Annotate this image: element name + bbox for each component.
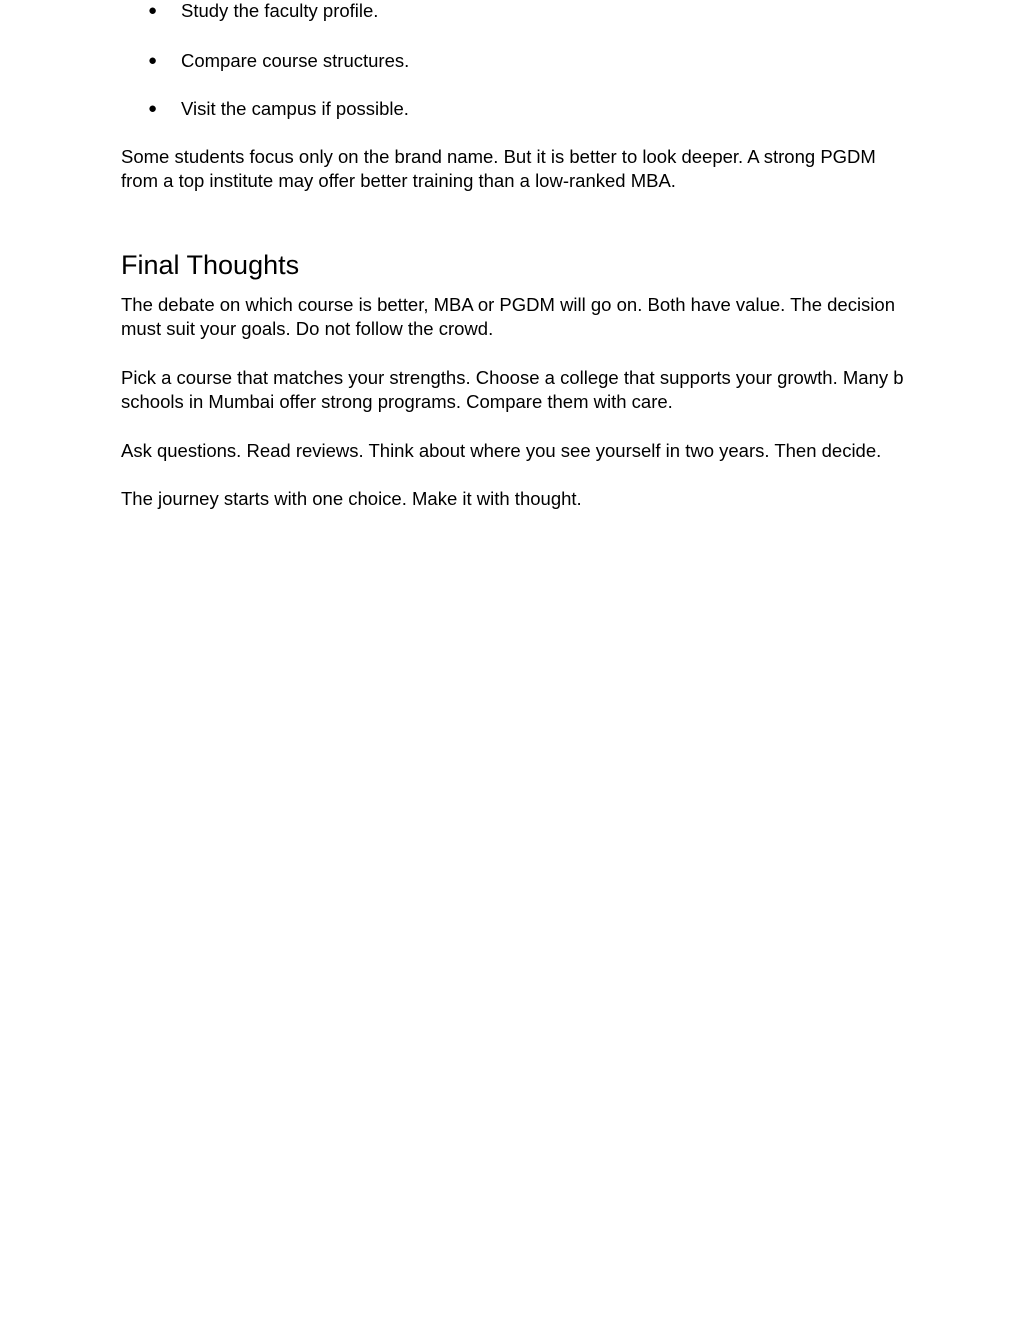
paragraph-line: The debate on which course is better, MBA or PGDM will go on. Both have value. The decision <box>121 294 895 315</box>
paragraph-ask-questions <box>121 439 911 463</box>
list-item-text: Visit the campus if possible. <box>181 98 409 119</box>
bullet-dot-icon: ● <box>148 2 158 19</box>
paragraph-line: schools in Mumbai offer strong programs. Compare them with care. <box>121 391 673 413</box>
paragraph-line: must suit your goals. Do not follow the crowd. <box>121 318 494 340</box>
paragraph-journey <box>121 487 911 511</box>
list-item-text: Compare course structures. <box>181 49 410 71</box>
paragraph-line: The journey starts with one choice. Make it with thought. <box>121 488 582 509</box>
paragraph-line: Ask questions. Read reviews. Think about where you see yourself in two years. Then decide. <box>121 440 882 461</box>
paragraph-pick-course <box>121 366 911 415</box>
bullet-dot-icon: ● <box>148 100 158 117</box>
paragraph-line: from a top institute may offer better training than a low-ranked MBA. <box>121 170 676 192</box>
section-heading: Final Thoughts <box>121 250 300 280</box>
paragraph-line: Some students focus only on the brand name. But it is better to look deeper. A strong PGDM <box>121 146 876 167</box>
bullet-dot-icon: ● <box>148 51 158 69</box>
paragraph-debate <box>121 293 911 342</box>
intro-paragraph <box>121 145 911 194</box>
paragraph-line: Pick a course that matches your strengths. Choose a college that supports your growth. Many b <box>121 367 904 388</box>
list-item-text: Study the faculty profile. <box>181 0 379 21</box>
